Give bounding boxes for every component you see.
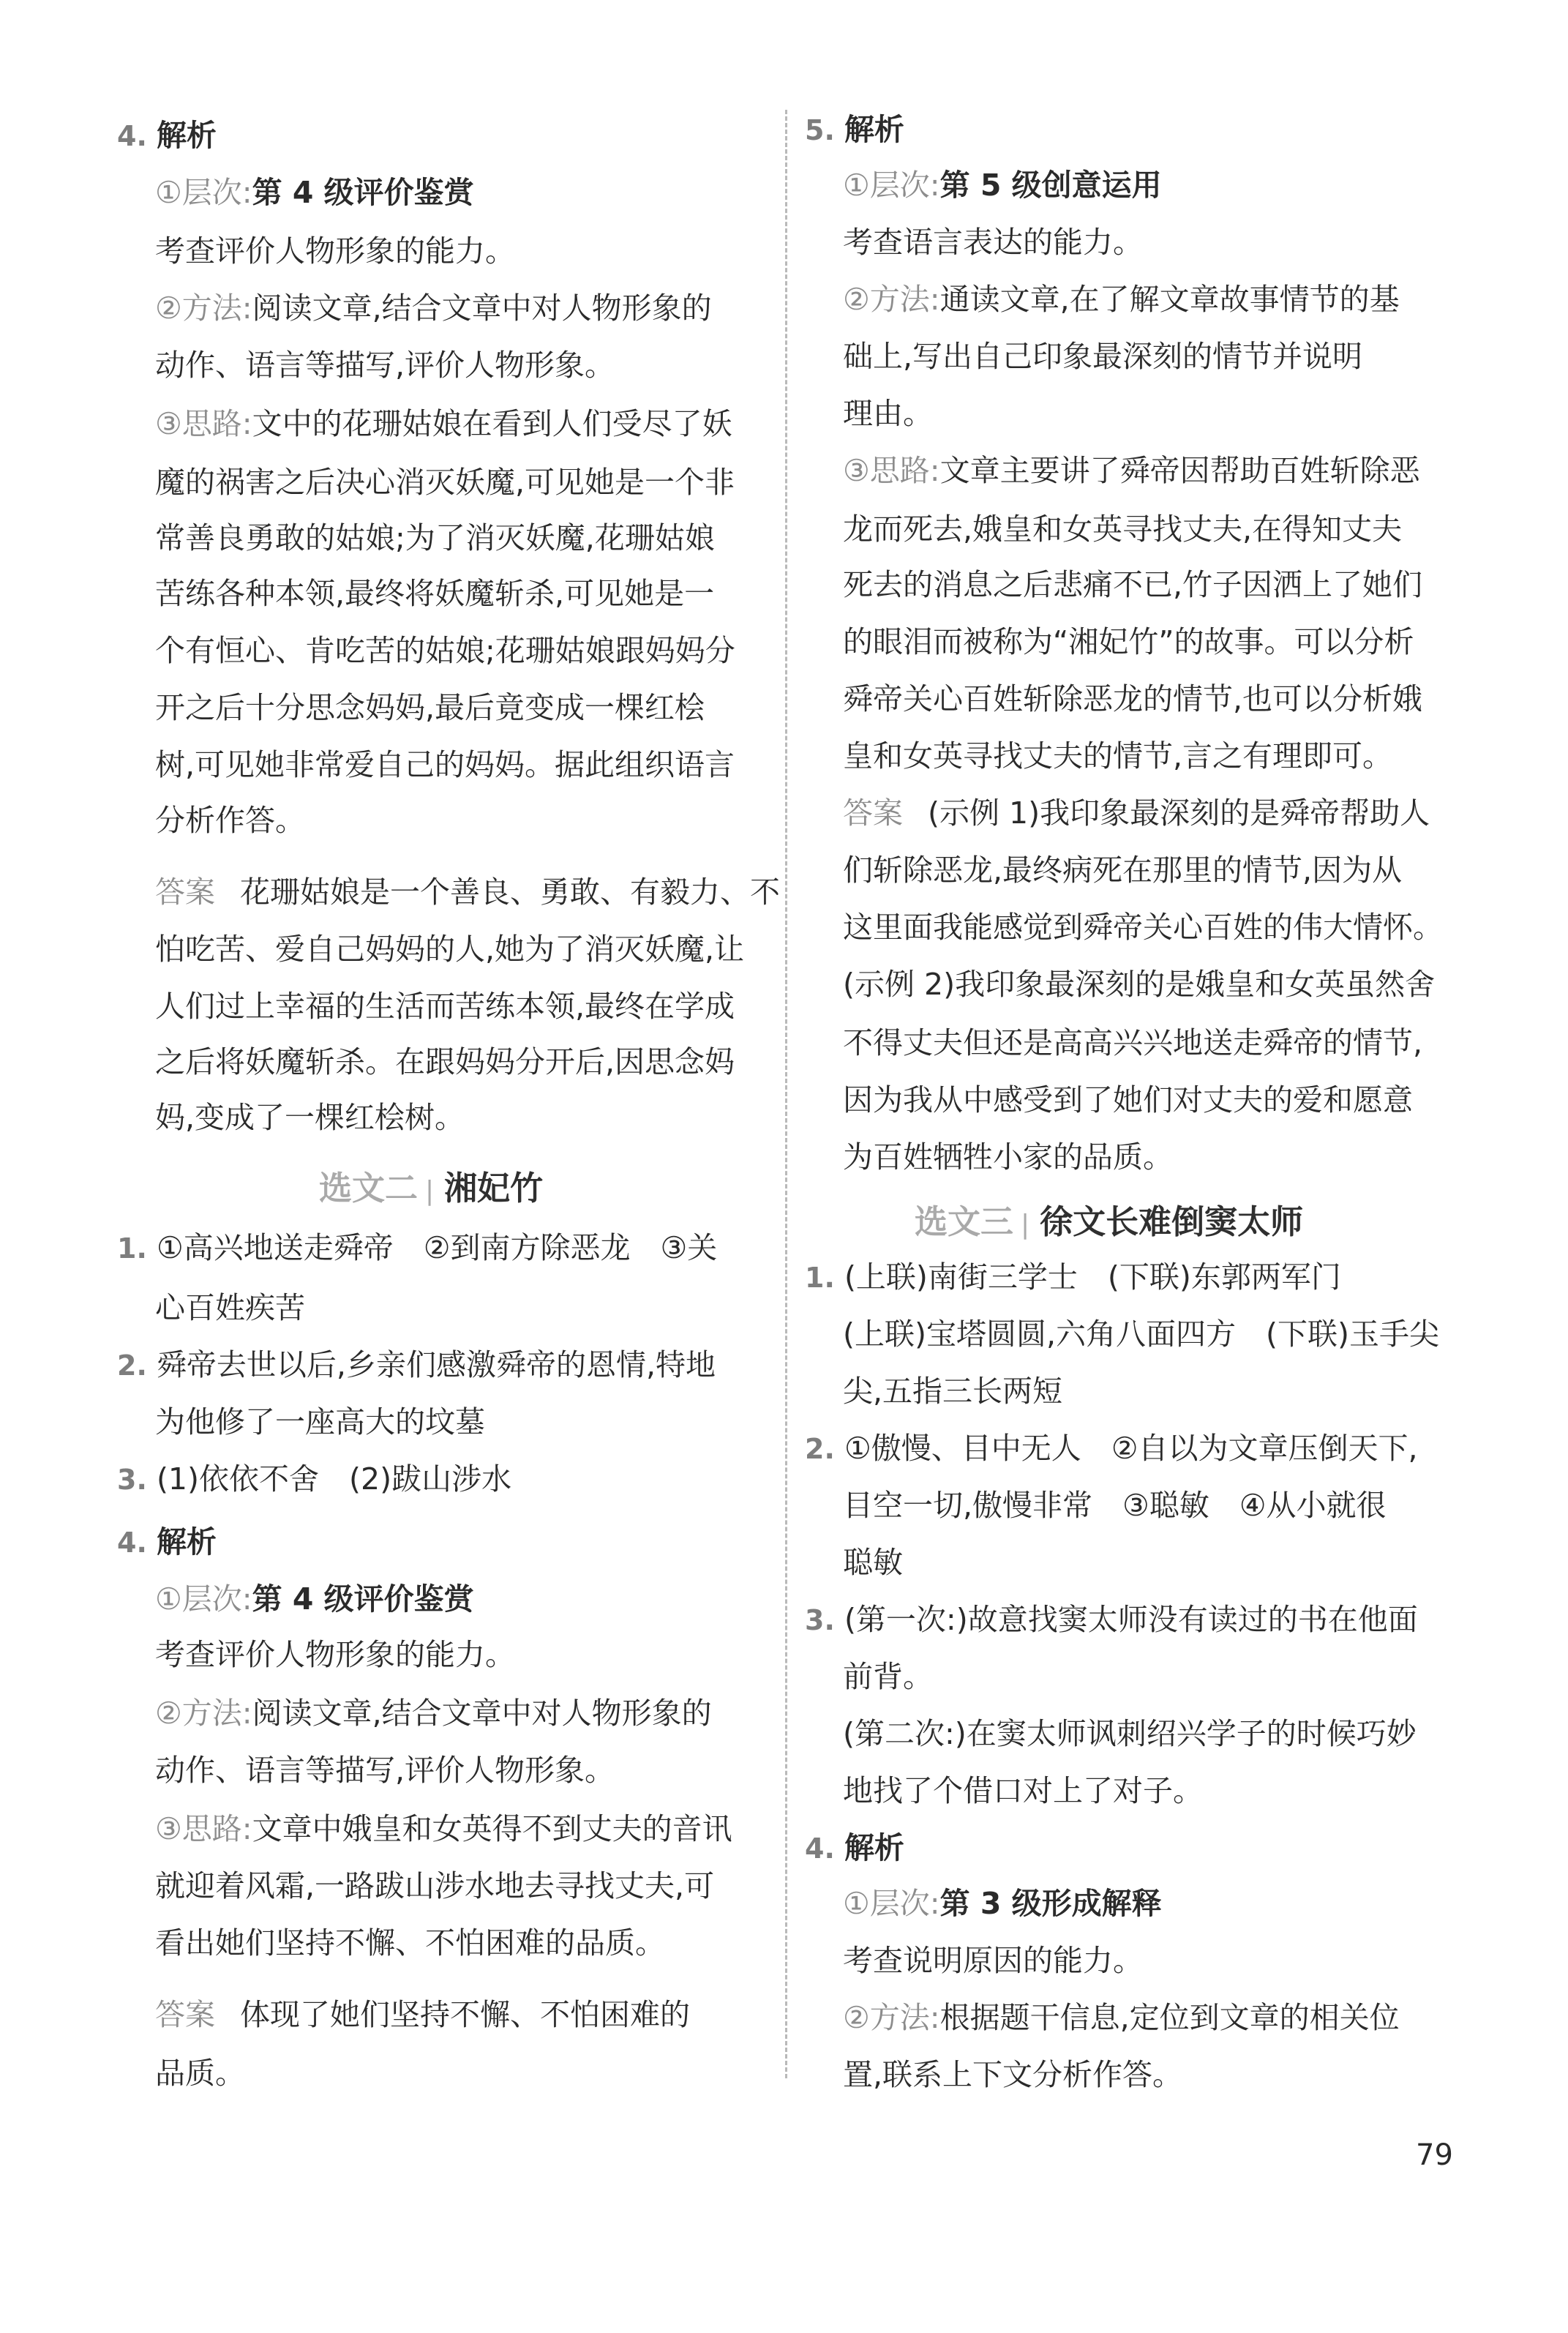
s2-q4-think-2: 就迎着风霜,一路跋山涉水地去寻找丈夫,可 [155,1868,715,1903]
q5-think-6: 皇和女英寻找丈夫的情节,言之有理即可。 [843,738,1393,774]
section-2-title: 选文二 | 湘妃竹 [319,1169,544,1207]
s2-q4-think-1: ③思路:文章中娥皇和女英得不到丈夫的音讯 [155,1811,732,1846]
q5-think-2: 龙而死去,娥皇和女英寻找丈夫,在得知丈夫 [843,512,1403,547]
q5-method-3: 理由。 [843,396,933,431]
s2-q4-answer-1: 答案 体现了她们坚持不懈、不怕困难的 [155,1997,690,2032]
q5-answer-7: 为百姓牺牲小家的品质。 [843,1139,1173,1175]
q4-answer-5: 妈,变成了一棵红桧树。 [155,1100,465,1135]
s3-q4-method-1: ②方法:根据题干信息,定位到文章的相关位 [843,2000,1400,2035]
s2-q4-method-1: ②方法:阅读文章,结合文章中对人物形象的 [155,1696,712,1731]
q4-method-2: 动作、语言等描写,评价人物形象。 [155,348,615,383]
s3-q1-3: 尖,五指三长两短 [843,1374,1063,1409]
s3-q2-2: 目空一切,傲慢非常 ③聪敏 ④从小就很 [843,1488,1387,1523]
q4-think-3: 常善良勇敢的姑娘;为了消灭妖魔,花珊姑娘 [155,520,715,555]
s2-q4-answer-2: 品质。 [155,2056,245,2091]
page-number: 79 [1416,2138,1453,2172]
q4-think-4: 苦练各种本领,最终将妖魔斩杀,可见她是一 [155,576,715,611]
s3-q4-heading: 4. 解析 [805,1830,904,1865]
s3-q3-1: 3. (第一次:)故意找窦太师没有读过的书在他面 [805,1602,1418,1637]
s2-q4-method-2: 动作、语言等描写,评价人物形象。 [155,1753,615,1788]
q5-think-5: 舜帝关心百姓斩除恶龙的情节,也可以分析娥 [843,681,1423,716]
q5-level: ①层次:第 5 级创意运用 [843,168,1162,203]
section-3-title: 选文三 | 徐文长难倒窦太师 [915,1202,1304,1241]
q5-method-1: ②方法:通读文章,在了解文章故事情节的基 [843,282,1400,317]
q5-answer-3: 这里面我能感觉到舜帝关心百姓的伟大情怀。 [843,910,1443,945]
s3-q1-2: (上联)宝塔圆圆,六角八面四方 (下联)玉手尖 [843,1317,1440,1352]
s2-q4-think-3: 看出她们坚持不懈、不怕困难的品质。 [155,1925,665,1961]
q5-think-4: 的眼泪而被称为“湘妃竹”的故事。可以分析 [843,624,1414,659]
q4-examine: 考查评价人物形象的能力。 [155,233,515,269]
s3-q2-3: 聪敏 [843,1545,903,1580]
q4-heading: 4. 解析 [117,118,217,153]
s2-q1-1: 1. ①高兴地送走舜帝 ②到南方除恶龙 ③关 [117,1230,718,1265]
s2-q2-1: 2. 舜帝去世以后,乡亲们感激舜帝的恩情,特地 [117,1347,716,1382]
s2-q4-level: ①层次:第 4 级评价鉴赏 [155,1581,474,1617]
s3-q4-level: ①层次:第 3 级形成解释 [843,1886,1162,1921]
q4-method-1: ②方法:阅读文章,结合文章中对人物形象的 [155,291,712,326]
s3-q2-1: 2. ①傲慢、目中无人 ②自以为文章压倒天下, [805,1431,1418,1466]
s3-q3-4: 地找了个借口对上了对子。 [843,1773,1203,1808]
q5-answer-4: (示例 2)我印象最深刻的是娥皇和女英虽然舍 [843,967,1436,1002]
q5-answer-2: 们斩除恶龙,最终病死在那里的情节,因为从 [843,853,1403,888]
q4-level: ①层次:第 4 级评价鉴赏 [155,175,474,210]
q4-think-1: ③思路:文中的花珊姑娘在看到人们受尽了妖 [155,406,732,441]
q4-answer-3: 人们过上幸福的生活而苦练本领,最终在学成 [155,989,735,1024]
s2-q3: 3. (1)依依不舍 (2)跋山涉水 [117,1461,512,1497]
s2-q4-heading: 4. 解析 [117,1524,217,1559]
q5-think-3: 死去的消息之后悲痛不已,竹子因洒上了她们 [843,567,1423,602]
s2-q1-2: 心百姓疾苦 [155,1290,305,1325]
s3-q4-method-2: 置,联系上下文分析作答。 [843,2057,1183,2092]
s3-q4-examine: 考查说明原因的能力。 [843,1943,1143,1978]
s2-q4-examine: 考查评价人物形象的能力。 [155,1637,515,1672]
s3-q1-1: 1. (上联)南街三学士 (下联)东郭两军门 [805,1259,1341,1295]
q5-answer-1: 答案 (示例 1)我印象最深刻的是舜帝帮助人 [843,795,1430,831]
q5-heading: 5. 解析 [805,112,904,147]
s2-q2-2: 为他修了一座高大的坟墓 [155,1404,485,1439]
q4-think-5: 个有恒心、肯吃苦的姑娘;花珊姑娘跟妈妈分 [155,633,735,668]
q5-examine: 考查语言表达的能力。 [843,225,1143,260]
q5-answer-5: 不得丈夫但还是高高兴兴地送走舜帝的情节, [843,1025,1423,1060]
q4-think-7: 树,可见她非常爱自己的妈妈。据此组织语言 [155,747,735,782]
s3-q3-2: 前背。 [843,1659,933,1694]
q5-method-2: 础上,写出自己印象最深刻的情节并说明 [843,339,1363,374]
column-divider [785,110,787,2078]
q4-think-8: 分析作答。 [155,803,305,838]
q4-think-2: 魔的祸害之后决心消灭妖魔,可见她是一个非 [155,465,735,500]
q5-think-1: ③思路:文章主要讲了舜帝因帮助百姓斩除恶 [843,453,1420,488]
q5-answer-6: 因为我从中感受到了她们对丈夫的爱和愿意 [843,1082,1413,1117]
q4-answer-1: 答案 花珊姑娘是一个善良、勇敢、有毅力、不 [155,875,780,910]
q4-answer-4: 之后将妖魔斩杀。在跟妈妈分开后,因思念妈 [155,1044,735,1079]
q4-think-6: 开之后十分思念妈妈,最后竟变成一棵红桧 [155,690,705,725]
s3-q3-3: (第二次:)在窦太师讽刺绍兴学子的时候巧妙 [843,1716,1417,1751]
q4-answer-2: 怕吃苦、爱自己妈妈的人,她为了消灭妖魔,让 [155,932,745,967]
